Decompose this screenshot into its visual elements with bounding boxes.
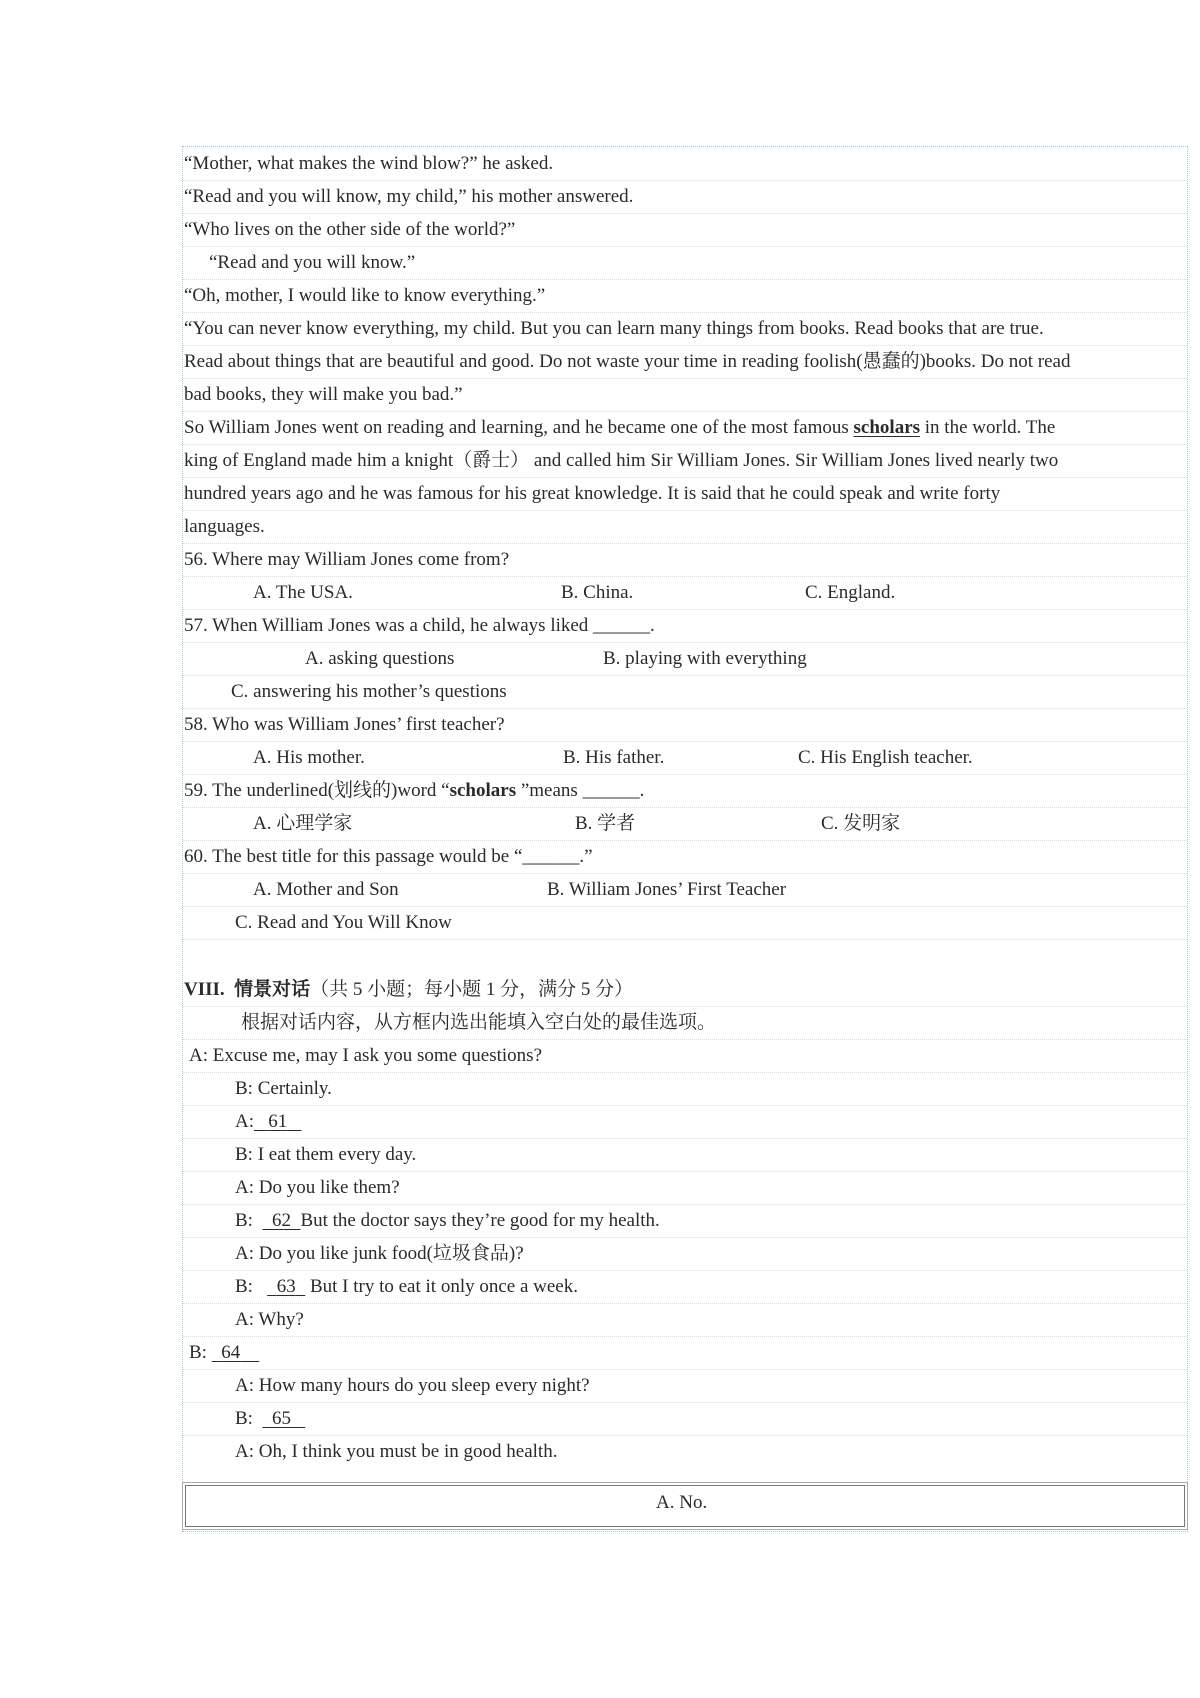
section-instruction: 根据对话内容，从方框内选出能填入空白处的最佳选项。 xyxy=(183,1006,1187,1040)
option-a: A. asking questions xyxy=(305,648,455,669)
question-57: 57. When William Jones was a child, he always liked ______. xyxy=(183,609,1187,643)
option-c: C. answering his mother’s questions xyxy=(231,681,507,702)
dialogue-line: B: 65 xyxy=(183,1402,1187,1436)
blank-61: 61 xyxy=(268,1111,288,1132)
option-b: B. China. xyxy=(561,582,634,603)
option-c: C. 发明家 xyxy=(821,813,901,834)
passage-line: Read about things that are beautiful and good. Do not waste your time in reading foolish(愚蠢的)books. Do not read xyxy=(183,345,1187,379)
passage-line: “Read and you will know, my child,” his mother answered. xyxy=(183,180,1187,214)
blank-63: 63 xyxy=(276,1276,296,1297)
dialogue-line: B: Certainly. xyxy=(183,1072,1187,1106)
passage-line: “You can never know everything, my child. But you can learn many things from books. Read books that are true. xyxy=(183,312,1187,346)
question-60-options xyxy=(183,906,1187,940)
underlined-word: scholars xyxy=(853,417,921,438)
blank-62: 62 xyxy=(271,1210,291,1231)
option-c: C. England. xyxy=(805,582,896,603)
dialogue-line: B: 64 xyxy=(183,1336,1187,1370)
option-a: A. 心理学家 xyxy=(253,813,353,834)
box-option-a: A. No. xyxy=(656,1492,708,1513)
passage-line: bad books, they will make you bad.” xyxy=(183,378,1187,412)
option-b: B. 学者 xyxy=(575,813,636,834)
document-frame xyxy=(182,146,1188,1532)
blank-64: 64 xyxy=(221,1342,241,1363)
option-c: C. His English teacher. xyxy=(798,747,973,768)
passage-line: So William Jones went on reading and learning, and he became one of the most famous scholars in the world. The xyxy=(183,411,1187,445)
question-60: 60. The best title for this passage would be “______.” xyxy=(183,840,1187,874)
passage-line: “Read and you will know.” xyxy=(183,246,1187,280)
option-c: C. Read and You Will Know xyxy=(235,912,452,933)
option-a: A. The USA. xyxy=(253,582,353,603)
dialogue-line: A: How many hours do you sleep every night? xyxy=(183,1369,1187,1403)
passage-line: “Who lives on the other side of the world?” xyxy=(183,213,1187,247)
question-57-options xyxy=(183,642,1187,676)
dialogue-line: B: 62 But the doctor says they’re good for my health. xyxy=(183,1204,1187,1238)
option-b: B. His father. xyxy=(563,747,665,768)
dialogue-line: A: Excuse me, may I ask you some questions? xyxy=(183,1039,1187,1073)
dialogue-line: A: Do you like junk food(垃圾食品)? xyxy=(183,1237,1187,1271)
question-60-options xyxy=(183,873,1187,907)
options-box xyxy=(185,1485,1185,1527)
passage-line: hundred years ago and he was famous for his great knowledge. It is said that he could speak and write forty xyxy=(183,477,1187,511)
question-56-options xyxy=(183,576,1187,610)
dialogue-line: A: 61 xyxy=(183,1105,1187,1139)
option-a: A. His mother. xyxy=(253,747,365,768)
question-58: 58. Who was William Jones’ first teacher? xyxy=(183,708,1187,742)
passage-line: “Mother, what makes the wind blow?” he asked. xyxy=(183,147,1187,181)
dialogue-line: B: 63 But I try to eat it only once a week. xyxy=(183,1270,1187,1304)
dialogue-line: A: Do you like them? xyxy=(183,1171,1187,1205)
passage-line: king of England made him a knight（爵士） and called him Sir William Jones. Sir William Jones lived nearly two xyxy=(183,444,1187,478)
passage-line: “Oh, mother, I would like to know everything.” xyxy=(183,279,1187,313)
spacer xyxy=(183,939,1187,972)
question-59-options xyxy=(183,807,1187,841)
option-b: B. playing with everything xyxy=(603,648,807,669)
option-a: A. Mother and Son xyxy=(253,879,399,900)
question-58-options xyxy=(183,741,1187,775)
dialogue-line: B: I eat them every day. xyxy=(183,1138,1187,1172)
dialogue-line: A: Why? xyxy=(183,1303,1187,1337)
question-59: 59. The underlined(划线的)word “scholars ”means ______. xyxy=(183,774,1187,808)
passage-line: languages. xyxy=(183,510,1187,544)
question-56: 56. Where may William Jones come from? xyxy=(183,543,1187,577)
blank-65: 65 xyxy=(271,1408,291,1429)
dialogue-line: A: Oh, I think you must be in good health. xyxy=(235,1441,558,1462)
option-b: B. William Jones’ First Teacher xyxy=(547,879,787,900)
question-57-options xyxy=(183,675,1187,709)
section-heading: VIII. 情景对话（共 5 小题；每小题 1 分，满分 5 分） xyxy=(183,973,1187,1007)
